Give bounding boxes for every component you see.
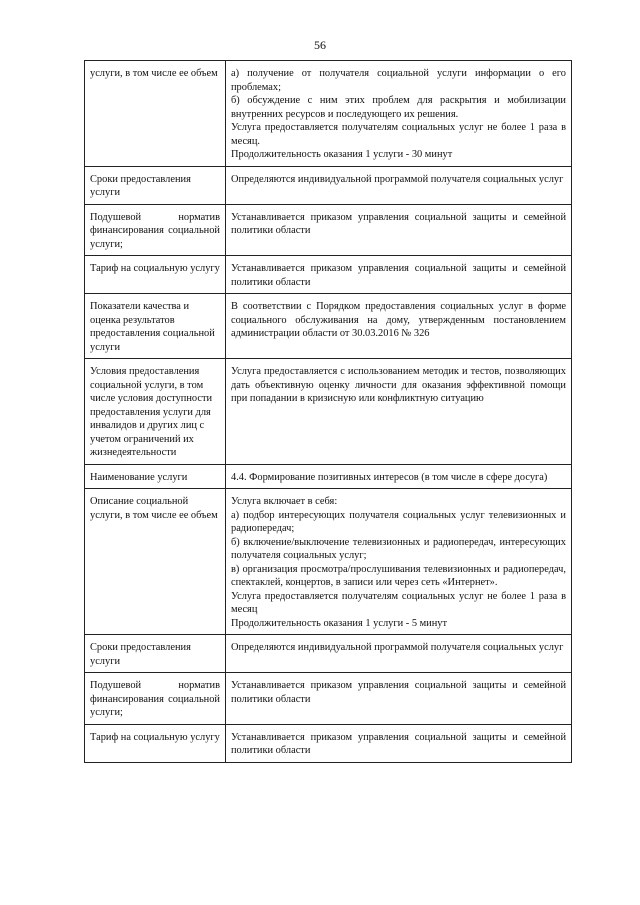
content-line: В соответствии с Порядком предоставления социальных услуг в форме социального обслуживания на дому, утвержденным постановлением администрации области от 30.03.2016 № 326: [231, 301, 566, 339]
content-line: Определяются индивидуальной программой получателя социальных услуг: [231, 642, 564, 653]
services-table: [84, 60, 572, 763]
content-line: Определяются индивидуальной программой получателя социальных услуг: [231, 173, 564, 185]
row-content: [226, 294, 572, 359]
content-line: а) подбор интересующих получателя социальных услуг телевизионных и радиопередач;: [231, 509, 566, 534]
table-row: [85, 724, 572, 762]
table-row: [85, 673, 572, 725]
table-row: [85, 204, 572, 256]
content-line: Устанавливается приказом управления социальной защиты и семейной политики области: [231, 731, 566, 756]
table-row: [85, 166, 572, 204]
row-content: [226, 359, 572, 465]
row-label: Наименование услуги: [85, 464, 226, 489]
content-line: 4.4. Формирование позитивных интересов (в том числе в сфере досуга): [231, 471, 548, 483]
row-label: Сроки предоставления услуги: [85, 635, 226, 673]
content-line: Устанавливается приказом управления социальной защиты и семейной политики области: [231, 211, 566, 236]
content-line: Услуга предоставляется получателям социальных услуг не более 1 раза в месяц.: [231, 122, 566, 147]
row-content: [226, 204, 572, 256]
row-label: Подушевой норматив финансирования социальной услуги;: [85, 673, 226, 725]
row-content: [226, 464, 572, 489]
page-number: 56: [314, 38, 326, 52]
table-row: [85, 489, 572, 635]
row-label: Подушевой норматив финансирования социальной услуги;: [85, 204, 226, 256]
content-line: Услуга включает в себя:: [231, 496, 338, 507]
row-label: Тариф на социальную услугу: [85, 256, 226, 294]
row-label: Условия предоставления социальной услуги, в том числе условия доступности предоставления услуги для инвалидов и других лиц с учетом ограничений их жизнедеятельности: [85, 359, 226, 465]
row-content: [226, 256, 572, 294]
table-row: [85, 359, 572, 465]
content-line: Устанавливается приказом управления социальной защиты и семейной политики области: [231, 680, 566, 705]
row-label: Тариф на социальную услугу: [85, 724, 226, 762]
row-label: Сроки предоставления услуги: [85, 166, 226, 204]
row-label: услуги, в том числе ее объем: [85, 61, 226, 167]
content-line: б) включение/выключение телевизионных и радиопередач, интересующих получателя социальных услуг;: [231, 536, 566, 561]
table-row: [85, 464, 572, 489]
table-row: [85, 256, 572, 294]
content-line: Продолжительность оказания 1 услуги - 5 минут: [231, 617, 448, 629]
row-content: [226, 635, 572, 673]
row-content: [226, 673, 572, 725]
content-line: а) получение от получателя социальной услуги информации о его проблемах;: [231, 68, 566, 93]
row-content: [226, 489, 572, 635]
row-label: Показатели качества и оценка результатов предоставления социальной услуги: [85, 294, 226, 359]
row-content: [226, 166, 572, 204]
content-line: Услуга предоставляется с использованием методик и тестов, позволяющих дать объективную оценку личности для оказания эффективной помощи при попадании в кризисную или конфликтную ситуацию: [231, 366, 566, 404]
content-line: Продолжительность оказания 1 услуги - 30 минут: [231, 149, 453, 160]
content-line: б) обсуждение с ним этих проблем для раскрытия и мобилизации внутренних ресурсов и последующего их решения.: [231, 95, 566, 120]
content-line: Услуга предоставляется получателям социальных услуг не более 1 раза в месяц: [231, 590, 566, 615]
table-row: [85, 635, 572, 673]
row-content: [226, 61, 572, 167]
table-row: [85, 61, 572, 167]
content-line: Устанавливается приказом управления социальной защиты и семейной политики области: [231, 263, 566, 288]
row-content: [226, 724, 572, 762]
row-label: Описание социальной услуги, в том числе ее объем: [85, 489, 226, 635]
table-row: [85, 294, 572, 359]
content-line: в) организация просмотра/прослушивания телевизионных и радиопередач, спектаклей, концертов, в записи или через сеть «Интернет».: [231, 563, 566, 588]
